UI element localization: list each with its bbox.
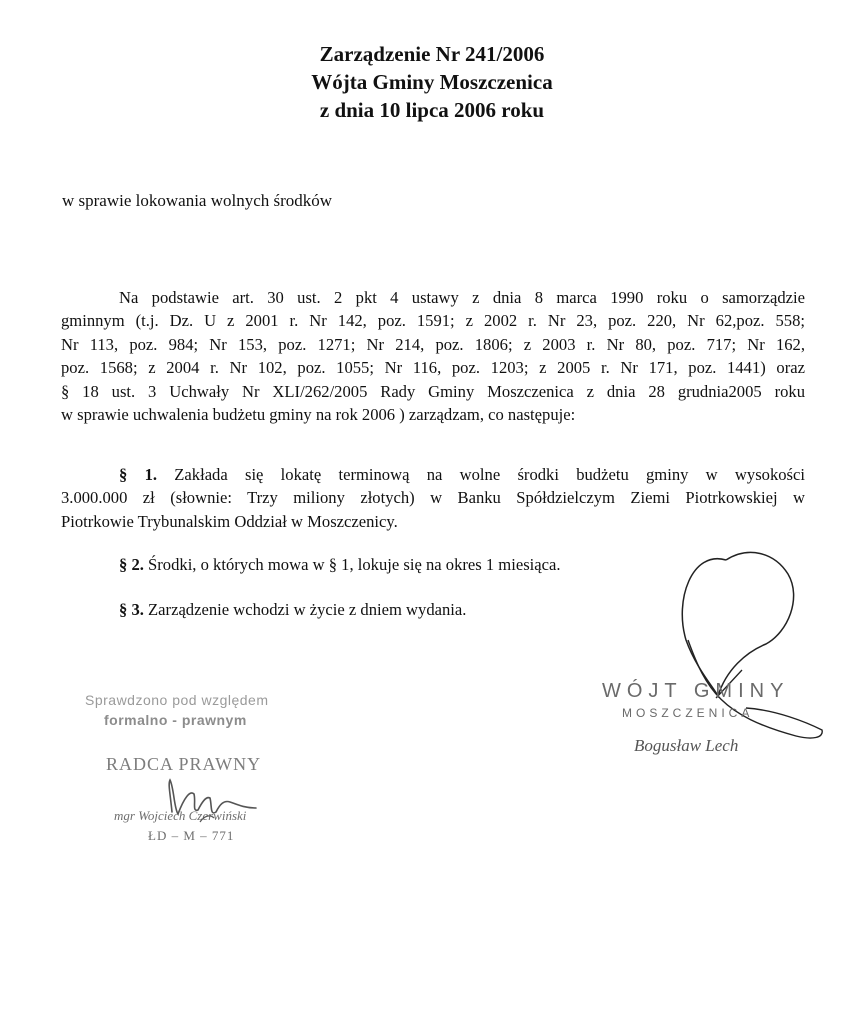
- section-1-line: Piotrkowie Trybunalskim Oddział w Moszczenicy.: [61, 511, 398, 531]
- section-1-line: [61, 463, 805, 486]
- stamp-left-line-4: mgr Wojciech Czerwiński: [114, 808, 247, 823]
- section-3-text: Zarządzenie wchodzi w życie z dniem wydania.: [148, 600, 467, 619]
- basis-line: Nr 113, poz. 984; Nr 153, poz. 1271; Nr 214, poz. 1806; z 2003 r. Nr 80, poz. 717; Nr 162,: [61, 334, 805, 354]
- stamp-right-line-1: WÓJT GMINY: [602, 680, 790, 702]
- section-1-paragraph: [61, 463, 805, 533]
- section-1-text: Zakłada się lokatę terminową na wolne środki budżetu gminy w wysokości: [174, 465, 805, 484]
- title-line-3: z dnia 10 lipca 2006 roku: [319, 98, 545, 122]
- stamp-left-line-3: RADCA PRAWNY: [106, 754, 262, 774]
- legal-basis-paragraph: [61, 286, 805, 426]
- document-title: [0, 40, 856, 124]
- section-2-paragraph: [119, 554, 561, 576]
- counsel-signature-icon: [140, 762, 280, 852]
- section-2-label: § 2.: [119, 555, 144, 574]
- title-line-1: Zarządzenie Nr 241/2006: [319, 42, 545, 66]
- basis-line: Na podstawie art. 30 ust. 2 pkt 4 ustawy z dnia 8 marca 1990 roku o samorządzie: [119, 288, 805, 307]
- stamp-right-line-2: MOSZCZENICA: [622, 706, 754, 720]
- basis-line: w sprawie uchwalenia budżetu gminy na rok 2006 ) zarządzam, co następuje:: [61, 405, 576, 425]
- title-line-2: Wójta Gminy Moszczenica: [311, 70, 553, 94]
- section-1-line: 3.000.000 zł (słownie: Trzy miliony złotych) w Banku Spółdzielczym Ziemi Piotrkowskiej w: [61, 488, 805, 508]
- basis-line: poz. 1568; z 2004 r. Nr 102, poz. 1055; Nr 116, poz. 1203; z 2005 r. Nr 171, poz. 1441) oraz: [61, 358, 805, 378]
- basis-line: § 18 ust. 3 Uchwały Nr XLI/262/2005 Rady Gminy Moszczenica z dnia 28 grudnia2005 roku: [61, 381, 805, 401]
- stamp-left-line-2: formalno - prawnym: [104, 712, 247, 728]
- document-subject: w sprawie lokowania wolnych środków: [62, 191, 333, 210]
- section-3-paragraph: [119, 599, 466, 621]
- legal-counsel-stamp: [80, 692, 320, 852]
- wojt-stamp: [596, 540, 836, 780]
- section-3-label: § 3.: [119, 600, 144, 619]
- basis-line: gminnym (t.j. Dz. U z 2001 r. Nr 142, poz. 1591; z 2002 r. Nr 23, poz. 220, Nr 62,poz. 558;: [61, 311, 805, 331]
- stamp-left-line-1: Sprawdzono pod względem: [85, 692, 269, 708]
- stamp-right-line-3: Bogusław Lech: [634, 736, 739, 755]
- section-1-label: § 1.: [119, 465, 158, 484]
- stamp-left-line-5: ŁD – M – 771: [148, 828, 235, 843]
- section-2-text: Środki, o których mowa w § 1, lokuje się na okres 1 miesiąca.: [148, 555, 561, 574]
